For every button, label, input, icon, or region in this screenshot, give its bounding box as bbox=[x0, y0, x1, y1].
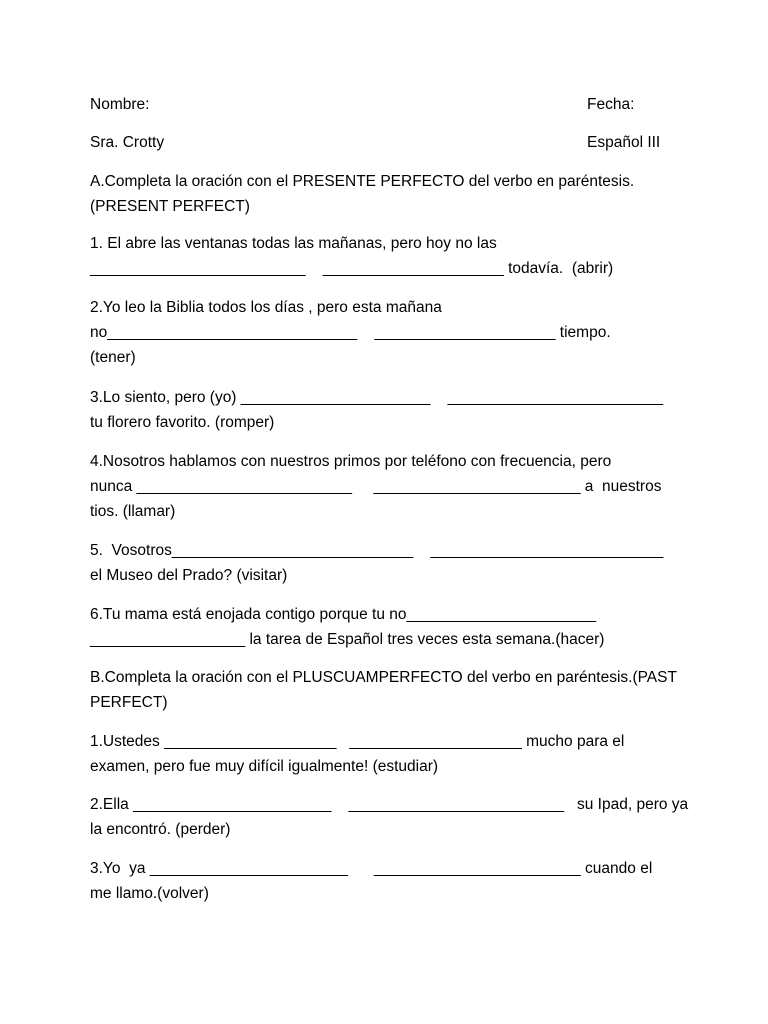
instruction-line: A.Completa la oración con el PRESENTE PERFECTO del verbo en paréntesis. bbox=[90, 173, 635, 190]
date-label: Fecha: bbox=[587, 96, 635, 113]
question-b3 bbox=[90, 856, 690, 906]
question-line: examen, pero fue muy difícil igualmente! (estudiar) bbox=[90, 758, 439, 775]
question-line: 3.Yo ya _______________________ ________________________ cuando el bbox=[90, 860, 653, 877]
question-line: 6.Tu mama está enojada contigo porque tu no______________________ bbox=[90, 606, 597, 623]
question-line: 3.Lo siento, pero (yo) ______________________ _________________________ bbox=[90, 389, 664, 406]
question-line: tu florero favorito. (romper) bbox=[90, 414, 275, 431]
course-name: Español III bbox=[587, 134, 661, 151]
section-a-instruction bbox=[90, 169, 690, 219]
instruction-line: (PRESENT PERFECT) bbox=[90, 198, 250, 215]
question-a5 bbox=[90, 538, 690, 588]
question-line: 1.Ustedes ____________________ ____________________ mucho para el bbox=[90, 733, 625, 750]
question-a6 bbox=[90, 602, 690, 652]
question-line: (tener) bbox=[90, 349, 136, 366]
question-line: nunca _________________________ ________________________ a nuestros bbox=[90, 478, 662, 495]
question-b1 bbox=[90, 729, 690, 779]
section-b-instruction bbox=[90, 665, 690, 715]
question-b2 bbox=[90, 792, 690, 842]
question-line: la encontró. (perder) bbox=[90, 821, 231, 838]
question-line: no_____________________________ _____________________ tiempo. bbox=[90, 324, 611, 341]
question-a4 bbox=[90, 449, 690, 524]
question-a1 bbox=[90, 231, 690, 281]
header-row-name-date bbox=[90, 92, 690, 117]
instruction-line: B.Completa la oración con el PLUSCUAMPERFECTO del verbo en paréntesis.(PAST bbox=[90, 669, 677, 686]
question-line: 1. El abre las ventanas todas las mañanas, pero hoy no las bbox=[90, 235, 497, 252]
teacher-name: Sra. Crotty bbox=[90, 134, 165, 151]
question-line: __________________ la tarea de Español tres veces esta semana.(hacer) bbox=[90, 631, 605, 648]
question-line: 2.Yo leo la Biblia todos los días , pero esta mañana bbox=[90, 299, 442, 316]
question-a3 bbox=[90, 385, 690, 435]
instruction-line: PERFECT) bbox=[90, 694, 168, 711]
question-line: me llamo.(volver) bbox=[90, 885, 209, 902]
question-line: tios. (llamar) bbox=[90, 503, 176, 520]
question-line: _________________________ _____________________ todavía. (abrir) bbox=[90, 260, 614, 277]
name-label: Nombre: bbox=[90, 96, 150, 113]
question-line: el Museo del Prado? (visitar) bbox=[90, 567, 288, 584]
question-a2 bbox=[90, 295, 690, 370]
question-line: 5. Vosotros____________________________ ___________________________ bbox=[90, 542, 664, 559]
question-line: 2.Ella _______________________ _________________________ su Ipad, pero ya bbox=[90, 796, 689, 813]
question-line: 4.Nosotros hablamos con nuestros primos por teléfono con frecuencia, pero bbox=[90, 453, 612, 470]
header-row-teacher-course bbox=[90, 130, 690, 155]
